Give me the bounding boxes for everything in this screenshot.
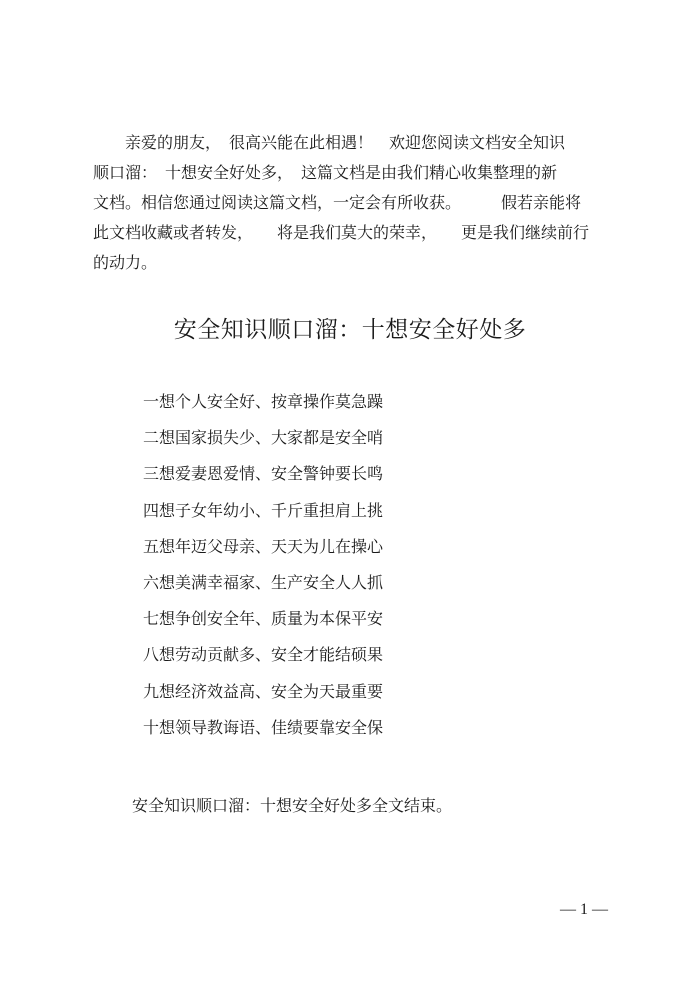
- verse-line: 八想劳动贡献多、安全才能结硕果: [143, 645, 384, 665]
- verse-list: [143, 388, 383, 750]
- intro-line: 亲爱的朋友， 很高兴能在此相遇！ 欢迎您阅读文档安全知识: [93, 133, 566, 152]
- verse-line: 六想美满幸福家、生产安全人人抓: [143, 572, 384, 592]
- verse-line: 二想国家损失少、大家都是安全哨: [143, 428, 384, 448]
- verse-line: 五想年迈父母亲、天天为儿在操心: [143, 536, 384, 556]
- intro-line: 顺口溜： 十想安全好处多， 这篇文档是由我们精心收集整理的新: [93, 163, 558, 182]
- verse-line: 一想个人安全好、按章操作莫急躁: [143, 392, 384, 411]
- verse-line: 四想子女年幼小、千斤重担肩上挑: [143, 500, 384, 520]
- closing-line: 安全知识顺口溜：十想安全好处多全文结束。: [132, 796, 453, 815]
- page-number: — 1 —: [560, 901, 608, 918]
- intro-line: 文档。相信您通过阅读这篇文档，一定会有所收获。 假若亲能将: [93, 193, 582, 212]
- verse-line: 九想经济效益高、安全为天最重要: [143, 681, 384, 701]
- verse-line: 七想争创安全年、质量为本保平安: [143, 609, 384, 629]
- verse-line: 三想爱妻恩爱情、安全警钟要长鸣: [143, 464, 384, 484]
- intro-line: 此文档收藏或者转发， 将是我们莫大的荣幸， 更是我们继续前行: [93, 223, 590, 242]
- document-title: 安全知识顺口溜：十想安全好处多: [173, 317, 527, 343]
- verse-line: 十想领导教诲语、佳绩要靠安全保: [143, 717, 384, 737]
- intro-paragraph: [93, 128, 605, 278]
- intro-line: 的动力。: [93, 253, 158, 272]
